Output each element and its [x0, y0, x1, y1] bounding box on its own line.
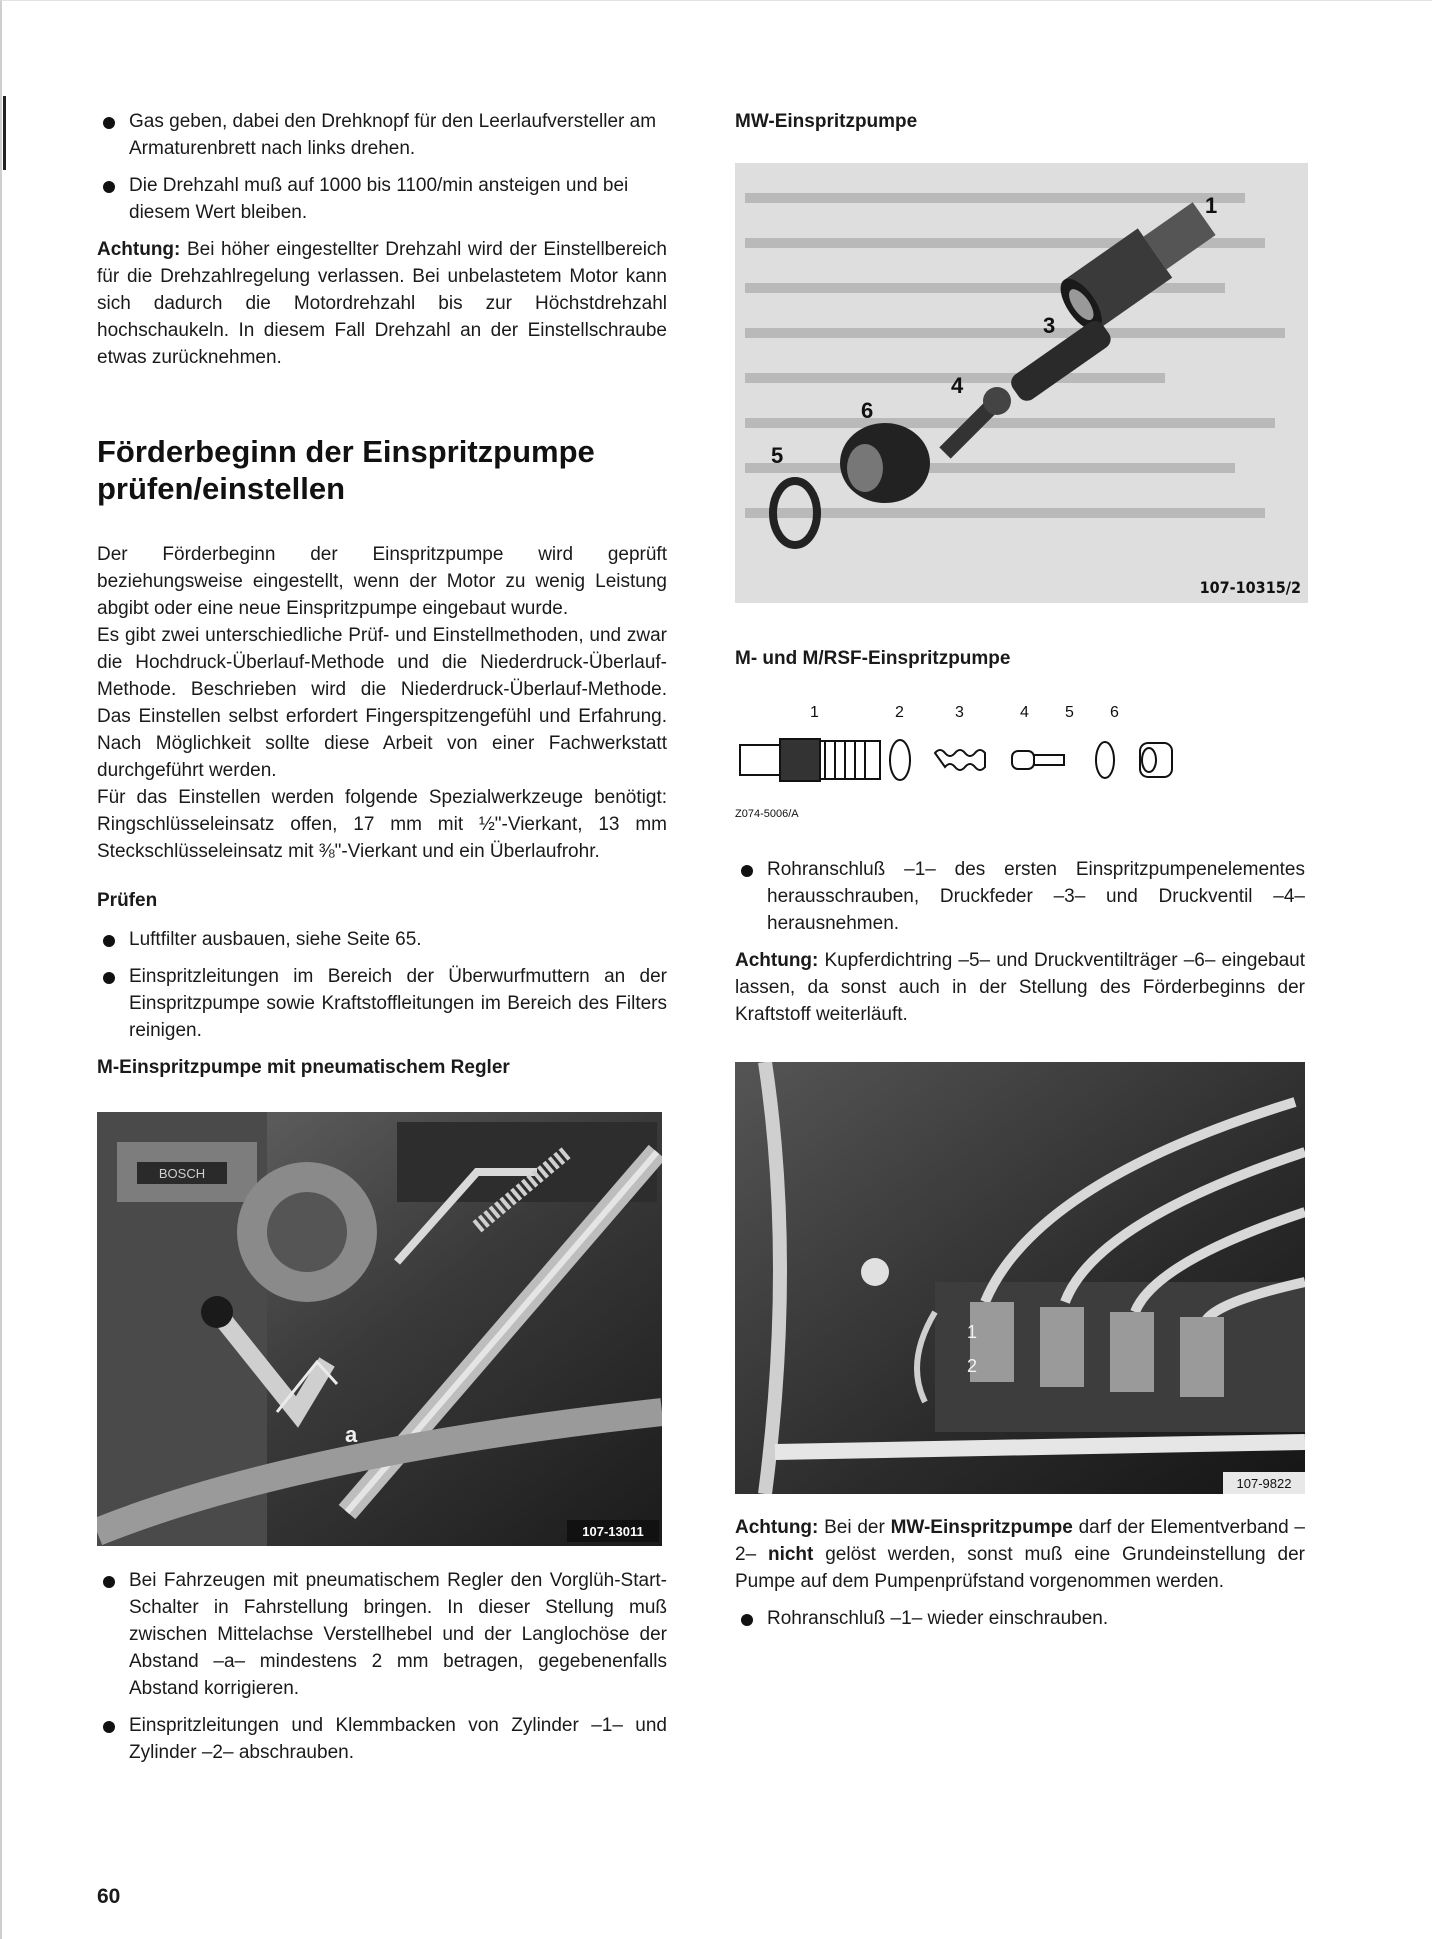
part-number: 1: [810, 704, 819, 721]
figure-code: 107-9822: [1236, 1476, 1292, 1491]
section-heading: [97, 433, 667, 507]
warning-label: Achtung:: [735, 950, 819, 971]
part-number: 6: [1110, 704, 1119, 721]
warning-text: Kupferdichtring –5– und Druckventilträger –6– eingebaut lassen, da sonst auch in der Stellung des Förderbeginns der Kraftstoff weiterläuft.: [735, 950, 1305, 1025]
list-item: Gas geben, dabei den Drehknopf für den Leerlaufversteller am Armaturenbrett nach links drehen.: [97, 108, 667, 162]
subsection-heading: Prüfen: [97, 890, 158, 911]
warning-emphasis: MW-Einspritzpumpe: [890, 1517, 1073, 1538]
part-number: 5: [771, 443, 784, 468]
list-item: Die Drehzahl muß auf 1000 bis 1100/min ansteigen und bei diesem Wert bleiben.: [97, 172, 667, 226]
part-number: 3: [955, 704, 964, 721]
part-number: 4: [951, 373, 964, 398]
figure-code: Z074-5006/A: [735, 808, 799, 820]
part-number: 6: [861, 398, 874, 423]
engine-photo: [97, 1112, 662, 1546]
photo-label: 2: [967, 1356, 978, 1376]
right-column-top: [735, 108, 1305, 135]
warning-text: darf der Elementverband –2–: [735, 1517, 1305, 1565]
warning-text: Bei der: [818, 1517, 891, 1538]
paragraph: Für das Einstellen werden folgende Spezialwerkzeuge benötigt: Ringschlüsseleinsatz offen, 17 mm mit ½"-Vierkant, 13 mm Steckschlüsseleinsatz mit ⅜"-Vierkant und ein Überlaufrohr.: [97, 787, 667, 862]
figure-caption: M-Einspritzpumpe mit pneumatischem Regler: [97, 1057, 510, 1078]
right-column-bottom: [735, 1514, 1305, 1642]
part-number: 4: [1020, 704, 1029, 721]
margin-mark: [3, 96, 6, 170]
engine-photo-graphic: [97, 1112, 662, 1546]
left-column: [97, 108, 667, 1081]
paragraph: Der Förderbeginn der Einspritzpumpe wird geprüft beziehungsweise eingestellt, wenn der Motor zu wenig Leistung abgibt oder eine neue Einspritzpumpe eingebaut wurde.: [97, 544, 667, 619]
list-item: Einspritzleitungen und Klemmbacken von Zylinder –1– und Zylinder –2– abschrauben.: [97, 1712, 667, 1766]
warning-text: gelöst werden, sonst muß eine Grundeinstellung der Pumpe auf dem Pumpenprüfstand vorgenommen werden.: [735, 1544, 1305, 1592]
part-number: 1: [1205, 193, 1218, 218]
mw-parts-photo: [735, 163, 1308, 603]
part-number: 5: [1065, 704, 1074, 721]
brand-label: BOSCH: [158, 1166, 206, 1181]
figure-code: 107-13011: [582, 1524, 644, 1539]
part-number: 3: [1043, 313, 1056, 338]
warning-note: [735, 1514, 1305, 1595]
list-item: Luftfilter ausbauen, siehe Seite 65.: [97, 926, 667, 953]
left-column-bottom: [97, 1567, 667, 1776]
right-caption-m: [735, 645, 1305, 672]
pump-photo: [735, 1062, 1305, 1494]
part-number: 2: [895, 704, 904, 721]
list-item: Rohranschluß –1– des ersten Einspritzpumpenelementes herausschrauben, Druckfeder –3– und Druckventil –4– herausnehmen.: [735, 856, 1305, 937]
warning-label: Achtung:: [97, 239, 181, 260]
list-item: Rohranschluß –1– wieder einschrauben.: [735, 1605, 1305, 1632]
figure-caption: MW-Einspritzpumpe: [735, 111, 918, 132]
right-column-mid: [735, 856, 1305, 1028]
pump-photo-graphic: [735, 1062, 1305, 1494]
list-item: Bei Fahrzeugen mit pneumatischem Regler den Vorglüh-Start-Schalter in Fahrstellung bringen. In dieser Stellung muß zwischen Mittelachse Verstellhebel und der Langlochöse der Abstand –a– mindestens 2 mm betragen, gegebenenfalls Abstand korrigieren.: [97, 1567, 667, 1702]
photo-label: 1: [967, 1322, 978, 1342]
mw-parts-graphic: [735, 163, 1308, 603]
m-parts-drawing: [735, 697, 1215, 827]
figure-caption: M- und M/RSF-Einspritzpumpe: [735, 648, 1011, 669]
list-item: Einspritzleitungen im Bereich der Überwurfmuttern an der Einspritzpumpe sowie Kraftstoffleitungen im Bereich des Filters reinigen.: [97, 963, 667, 1044]
paragraph: Es gibt zwei unterschiedliche Prüf- und Einstellmethoden, und zwar die Hochdruck-Überlauf-Methode und die Niederdruck-Überlauf-Methode. Beschrieben wird die Niederdruck-Überlauf-Methode. Das Einstellen selbst erfordert Fingerspitzengefühl und Erfahrung. Nach Möglichkeit sollte diese Arbeit von einer Fachwerkstatt durchgeführt werden.: [97, 625, 667, 781]
warning-text: Bei höher eingestellter Drehzahl wird der Einstellbereich für die Drehzahlregelung verlassen. Bei unbelastetem Motor kann sich dadurch die Motordrehzahl bis zur Höchstdrehzahl hochschaukeln. In diesem Fall Drehzahl an der Einstellschraube etwas zurücknehmen.: [97, 239, 667, 368]
figure-code: 107-10315/2: [1199, 578, 1301, 597]
heading-line: prüfen/einstellen: [97, 471, 346, 506]
heading-line: Förderbeginn der Einspritzpumpe: [97, 434, 595, 469]
warning-label: Achtung:: [735, 1517, 819, 1538]
warning-emphasis: nicht: [767, 1544, 814, 1565]
warning-note: [97, 236, 667, 371]
m-parts-graphic: [735, 697, 1215, 827]
page-number: 60: [97, 1885, 121, 1908]
warning-note: [735, 947, 1305, 1028]
dimension-label: a: [345, 1422, 358, 1447]
